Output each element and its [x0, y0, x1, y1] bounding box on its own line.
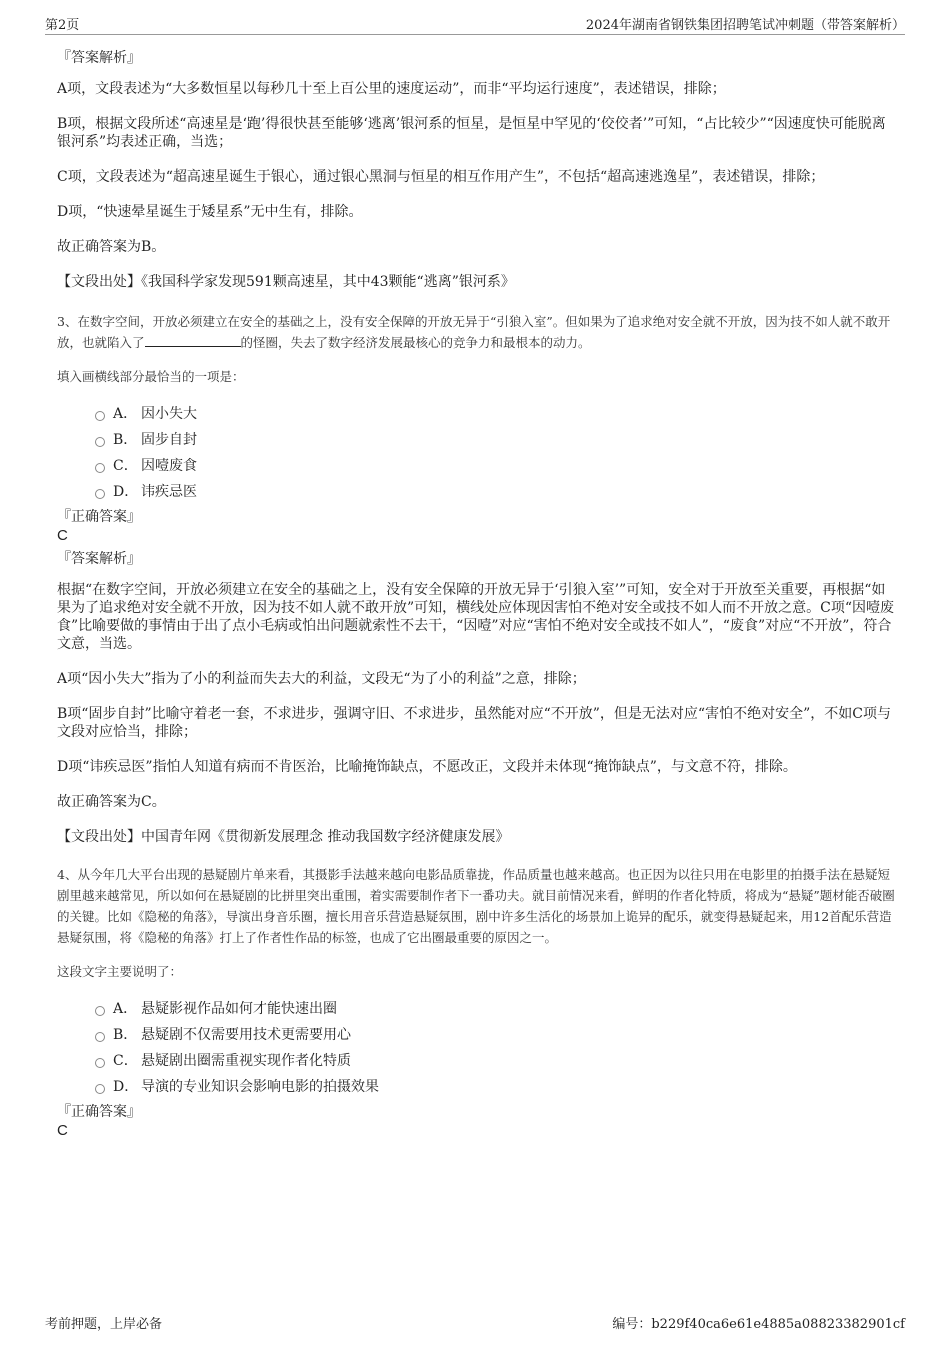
q2-source: 【文段出处】《我国科学家发现591颗高速星，其中43颗能“逃离”银河系》 [57, 274, 515, 290]
q3-analysis-b: B项“固步自封”比喻守着老一套，不求进步，强调守旧、不求进步，虽然能对应“不开放”，但是无法对应“害怕不绝对安全”，不如C项与文段对应恰当，排除； [57, 706, 891, 740]
footer-slogan: 考前押题，上岸必备 [45, 1317, 163, 1332]
document-title: 2024年湖南省钢铁集团招聘笔试冲刺题（带答案解析） [585, 18, 905, 33]
q2-analysis-d: D项，“快速晕星诞生于矮星系”无中生有，排除。 [57, 204, 363, 220]
radio-icon[interactable] [95, 411, 105, 421]
q3-option-d[interactable]: D． 讳疾忌医 [95, 479, 897, 505]
q3-analysis-a: A项“因小失大”指为了小的利益而失去大的利益，文段无“为了小的利益”之意，排除； [57, 671, 586, 687]
q3-answer: C [57, 527, 68, 544]
q4-answer-label: 『正确答案』 [57, 1104, 141, 1120]
radio-icon[interactable] [95, 489, 105, 499]
q3-blank [145, 333, 241, 347]
radio-icon[interactable] [95, 437, 105, 447]
radio-icon[interactable] [95, 1032, 105, 1042]
q3-instruction: 填入画横线部分最恰当的一项是： [57, 369, 245, 384]
q3-option-c[interactable]: C． 因噎废食 [95, 453, 897, 479]
q3-options [95, 401, 897, 505]
q4-instruction: 这段文字主要说明了： [57, 964, 183, 979]
q3-option-a[interactable]: A． 因小失大 [95, 401, 897, 427]
q2-analysis-b: B项，根据文段所述“高速星是‘跑’得很快甚至能够‘逃离’银河系的恒星，是恒星中罕见的‘佼佼者’”可知，“占比较少”“因速度快可能脱离银河系”均表述正确，当选； [57, 116, 886, 150]
q3-analysis-label: 『答案解析』 [57, 551, 141, 567]
q2-analysis-a: A项，文段表述为“大多数恒星以每秒几十至上百公里的速度运动”，而非“平均运行速度”，表述错误，排除； [57, 81, 726, 97]
q3-question-text: 3、在数字空间，开放必须建立在安全的基础之上，没有安全保障的开放无异于“引狼入室”。但如果为了追求绝对安全就不开放，因为技不如人就不敢开放，也就陷入了 的怪圈，失去了数字经济发展最核心的竞争力和最根本的动力。 [57, 314, 891, 350]
radio-icon[interactable] [95, 1006, 105, 1016]
q4-question-text: 4、从今年几大平台出现的悬疑剧片单来看，其摄影手法越来越向电影品质靠拢，作品质量也越来越高。也正因为以往只用在电影里的拍摄手法在悬疑短剧里越来越常见，所以如何在悬疑剧的比拼里突出重围，着实需要制作者下一番功夫。就目前情况来看，鲜明的作者化特质，将成为“悬疑”题材能否破圈的关键。比如《隐秘的角落》，导演出身音乐圈，擅长用音乐营造悬疑氛围，剧中许多生活化的场景加上诡异的配乐，就变得悬疑起来，用12首配乐营造悬疑氛围，将《隐秘的角落》打上了作者性作品的标签，也成了它出圈最重要的原因之一。 [57, 867, 895, 945]
q3-answer-label: 『正确答案』 [57, 509, 141, 525]
q3-option-b[interactable]: B． 固步自封 [95, 427, 897, 453]
q4-answer: C [57, 1122, 68, 1139]
q2-conclusion: 故正确答案为B。 [57, 239, 166, 255]
page-content [57, 48, 897, 1140]
q2-analysis-c: C项，文段表述为“超高速星诞生于银心，通过银心黑洞与恒星的相互作用产生”，不包括“超高速逃逸星”，表述错误，排除； [57, 169, 825, 185]
q4-option-a[interactable]: A． 悬疑影视作品如何才能快速出圈 [95, 996, 897, 1022]
radio-icon[interactable] [95, 1058, 105, 1068]
page-number: 第2页 [45, 18, 80, 33]
q4-option-b[interactable]: B． 悬疑剧不仅需要用技术更需要用心 [95, 1022, 897, 1048]
page-header [45, 14, 905, 35]
q4-options [95, 996, 897, 1100]
q3-conclusion: 故正确答案为C。 [57, 794, 166, 810]
radio-icon[interactable] [95, 463, 105, 473]
q3-source: 【文段出处】中国青年网《贯彻新发展理念 推动我国数字经济健康发展》 [57, 829, 510, 845]
q4-option-c[interactable]: C． 悬疑剧出圈需重视实现作者化特质 [95, 1048, 897, 1074]
document-id: 编号：b229f40ca6e61e4885a08823382901cf [612, 1317, 905, 1332]
radio-icon[interactable] [95, 1084, 105, 1094]
q3-analysis-d: D项“讳疾忌医”指怕人知道有病而不肯医治，比喻掩饰缺点，不愿改正，文段并未体现“掩饰缺点”，与文意不符，排除。 [57, 759, 797, 775]
q3-analysis-main: 根据“在数字空间，开放必须建立在安全的基础之上，没有安全保障的开放无异于‘引狼入室’”可知，安全对于开放至关重要，再根据“如果为了追求绝对安全就不开放，因为技不如人就不敢开放”可知，横线处应体现因害怕不绝对安全或技不如人而不开放之意。C项“因噎废食”比喻要做的事情由于出了点小毛病或怕出问题就索性不去干，“因噎”对应“害怕不绝对安全或技不如人”，“废食”对应“不开放”，符合文意，当选。 [57, 582, 895, 652]
q4-option-d[interactable]: D． 导演的专业知识会影响电影的拍摄效果 [95, 1074, 897, 1100]
q2-analysis-label: 『答案解析』 [57, 50, 141, 66]
